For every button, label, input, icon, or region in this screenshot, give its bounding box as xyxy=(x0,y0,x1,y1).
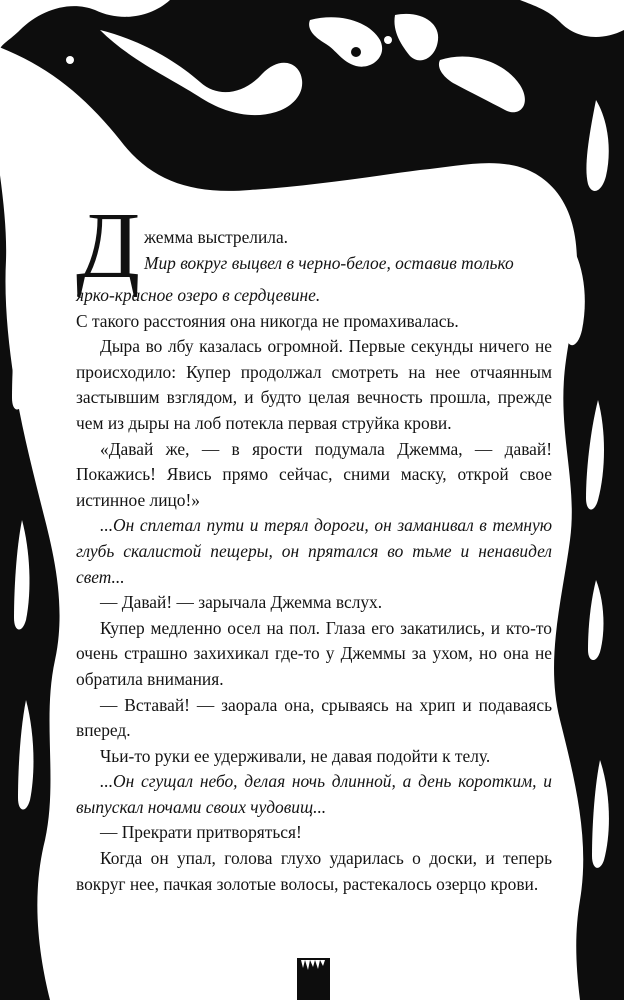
opening-line: жемма выстрелила. xyxy=(144,227,289,247)
paragraph: С такого расстояния она никогда не промахивалась. xyxy=(76,310,459,331)
page-footer-ornament xyxy=(299,960,325,1000)
opening-italic-line: Мир вокруг выцвел в черно-белое, оставив только xyxy=(144,253,514,273)
opening-italic-continuation: ярко-красное озеро в сердцевине. xyxy=(76,285,321,305)
body-text xyxy=(76,194,552,897)
paragraph: Дыра во лбу казалась огромной. Первые секунды ничего не происходило: Купер продолжал смотреть на нее отчаянным застывшим взглядом, и будто целая вечность прошла, прежде чем из дыры на лоб потекла первая струйка крови. xyxy=(76,336,552,433)
drop-cap: Д xyxy=(76,194,141,298)
paragraph: Купер медленно осел на пол. Глаза его закатились, и кто-то очень страшно захихикал где-то у Джеммы за ухом, но она не обратила внимания. xyxy=(76,617,552,689)
italic-paragraph: ...Он сплетал пути и терял дороги, он заманивал в темную глубь скалистой пещеры, он прятался во тьме и ненавидел свет... xyxy=(76,515,552,587)
paragraph-list xyxy=(76,309,552,898)
paragraph: — Прекрати притворяться! xyxy=(100,822,302,843)
paragraph: Когда он упал, голова глухо ударилась о доски, и теперь вокруг нее, пачкая золотые волосы, растекалось озерцо крови. xyxy=(76,848,552,894)
paragraph: — Давай! — зарычала Джемма вслух. xyxy=(100,592,383,613)
italic-paragraph: ...Он сгущал небо, делая ночь длинной, а день коротким, и выпускал ночами своих чудовищ... xyxy=(76,771,552,817)
paragraph: «Давай же, — в ярости подумала Джемма, — давай! Покажись! Явись прямо сейчас, сними маску, открой свое истинное лицо!» xyxy=(76,438,552,510)
paragraph: — Вставай! — заорала она, срываясь на хрип и подаваясь вперед. xyxy=(76,694,552,741)
paragraph: Чьи-то руки ее удерживали, не давая подойти к телу. xyxy=(100,745,491,766)
